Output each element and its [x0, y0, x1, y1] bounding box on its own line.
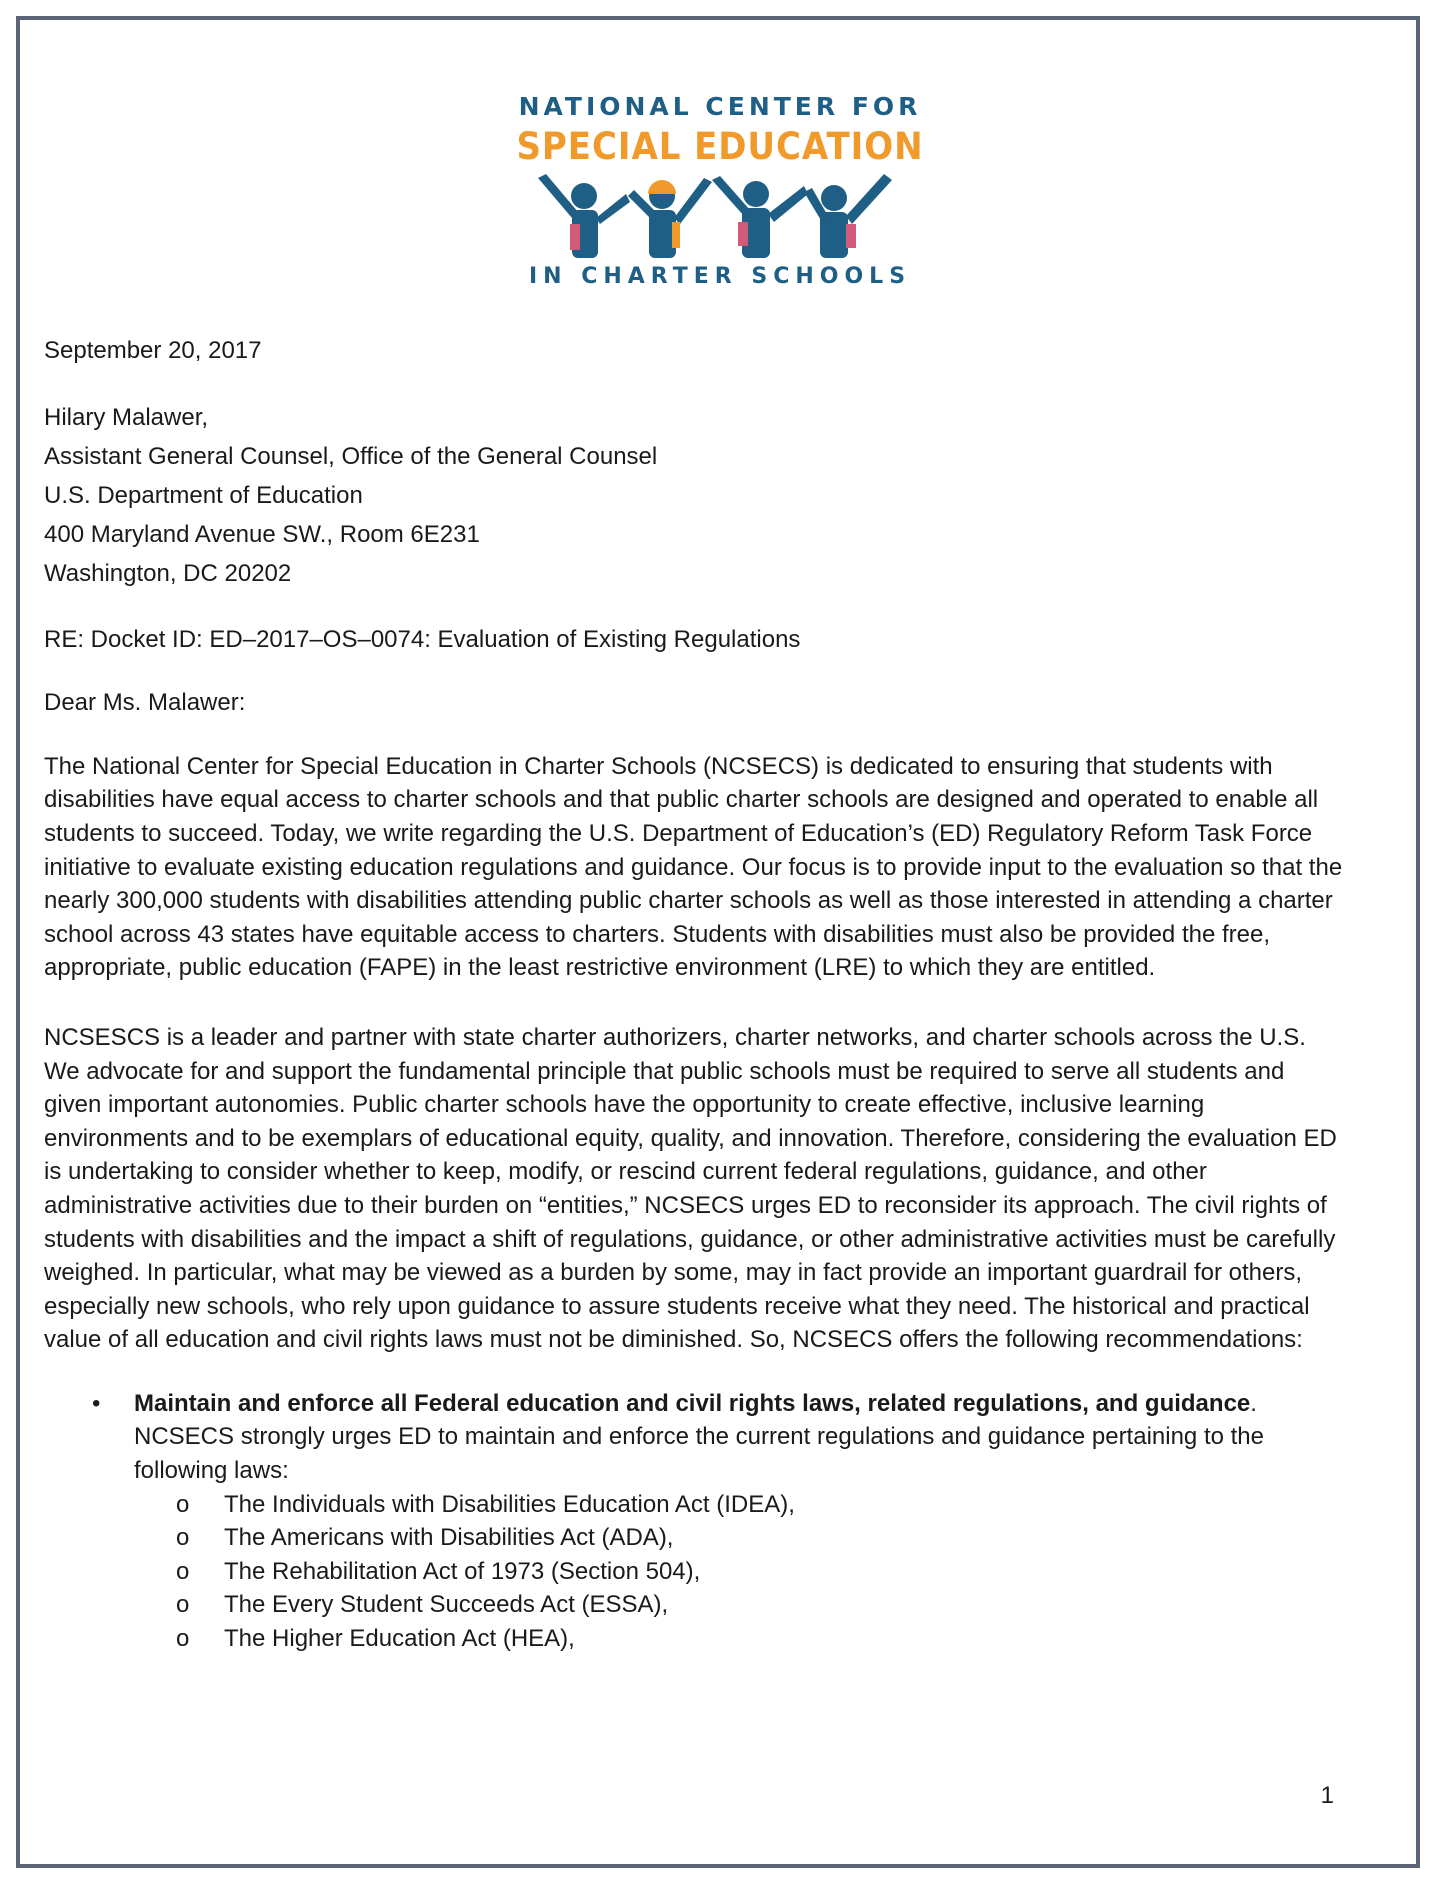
children-holding-hands-icon [534, 172, 906, 258]
logo-line-bottom: IN CHARTER SCHOOLS [528, 264, 912, 289]
list-item [134, 1555, 1344, 1589]
recommendation-item [44, 1387, 1344, 1488]
sub-bullet-marker: o [176, 1524, 190, 1552]
recipient-street: 400 Maryland Avenue SW., Room 6E231 [44, 520, 480, 548]
law-name: The Americans with Disabilities Act (ADA), [224, 1524, 674, 1552]
list-item [134, 1521, 1344, 1555]
logo-line-middle: SPECIAL EDUCATION [516, 125, 924, 168]
body-paragraph: The National Center for Special Education in Charter Schools (NCSECS) is dedicated to ensuring that students with disabilities have equal access to charter schools and that public charter schools are designed and operated to enable all students to succeed. Today, we write regarding the U.S. Department of Education’s (ED) Regulatory Reform Task Force initiative to evaluate existing education regulations and guidance. Our focus is to provide input to the evaluation so that the nearly 300,000 students with disabilities attending public charter schools as well as those interested in attending a charter school across 43 states have equitable access to charters. Students with disabilities must also be provided the free, appropriate, public education (FAPE) in the least restrictive environment (LRE) to which they are entitled. [44, 752, 1343, 982]
law-name: The Every Student Succeeds Act (ESSA), [224, 1591, 669, 1619]
list-item [134, 1588, 1344, 1622]
page-number: 1 [1320, 1782, 1334, 1809]
recipient-title: Assistant General Counsel, Office of the General Counsel [44, 442, 658, 470]
letter-body [44, 334, 1344, 1656]
subject-line: RE: Docket ID: ED–2017–OS–0074: Evaluation of Existing Regulations [44, 625, 801, 653]
sub-bullet-marker: o [176, 1591, 190, 1619]
recipient-address [44, 398, 1344, 593]
recipient-city: Washington, DC 20202 [44, 559, 292, 587]
letterhead-logo [480, 88, 960, 308]
sub-bullet-marker: o [176, 1557, 190, 1585]
bullet-marker: • [92, 1389, 101, 1417]
laws-list [44, 1488, 1344, 1656]
salutation: Dear Ms. Malawer: [44, 689, 246, 717]
recommendation-heading-period: . [1250, 1389, 1257, 1417]
law-name: The Rehabilitation Act of 1973 (Section 504), [224, 1557, 701, 1585]
logo-line-top: NATIONAL CENTER FOR [518, 92, 922, 121]
recipient-name: Hilary Malawer, [44, 403, 209, 431]
law-name: The Higher Education Act (HEA), [224, 1625, 575, 1653]
law-name: The Individuals with Disabilities Education Act (IDEA), [224, 1490, 795, 1518]
list-item [134, 1488, 1344, 1522]
body-paragraph: NCSESCS is a leader and partner with state charter authorizers, charter networks, and charter schools across the U.S. We advocate for and support the fundamental principle that public schools must be required to serve all students and given important autonomies. Public charter schools have the opportunity to create effective, inclusive learning environments and to be exemplars of educational equity, quality, and innovation. Therefore, considering the evaluation ED is undertaking to consider whether to keep, modify, or rescind current federal regulations, guidance, and other administrative activities due to their burden on “entities,” NCSECS urges ED to reconsider its approach. The civil rights of students with disabilities and the impact a shift of regulations, guidance, or other administrative activities must be carefully weighed. In particular, what may be viewed as a burden by some, may in fact provide an important guardrail for others, especially new schools, who rely upon guidance to assure students receive what they need. The historical and practical value of all education and civil rights laws must not be diminished. So, NCSECS offers the following recommendations: [44, 1023, 1337, 1354]
recommendation-heading: Maintain and enforce all Federal education and civil rights laws, related regulations, and guidance [134, 1389, 1251, 1417]
sub-bullet-marker: o [176, 1625, 190, 1653]
sub-bullet-marker: o [176, 1490, 190, 1518]
letter-date: September 20, 2017 [44, 337, 262, 364]
recommendation-text: NCSECS strongly urges ED to maintain and enforce the current regulations and guidance pertaining to the following laws: [134, 1423, 1264, 1485]
recipient-org: U.S. Department of Education [44, 481, 363, 509]
list-item [134, 1622, 1344, 1656]
